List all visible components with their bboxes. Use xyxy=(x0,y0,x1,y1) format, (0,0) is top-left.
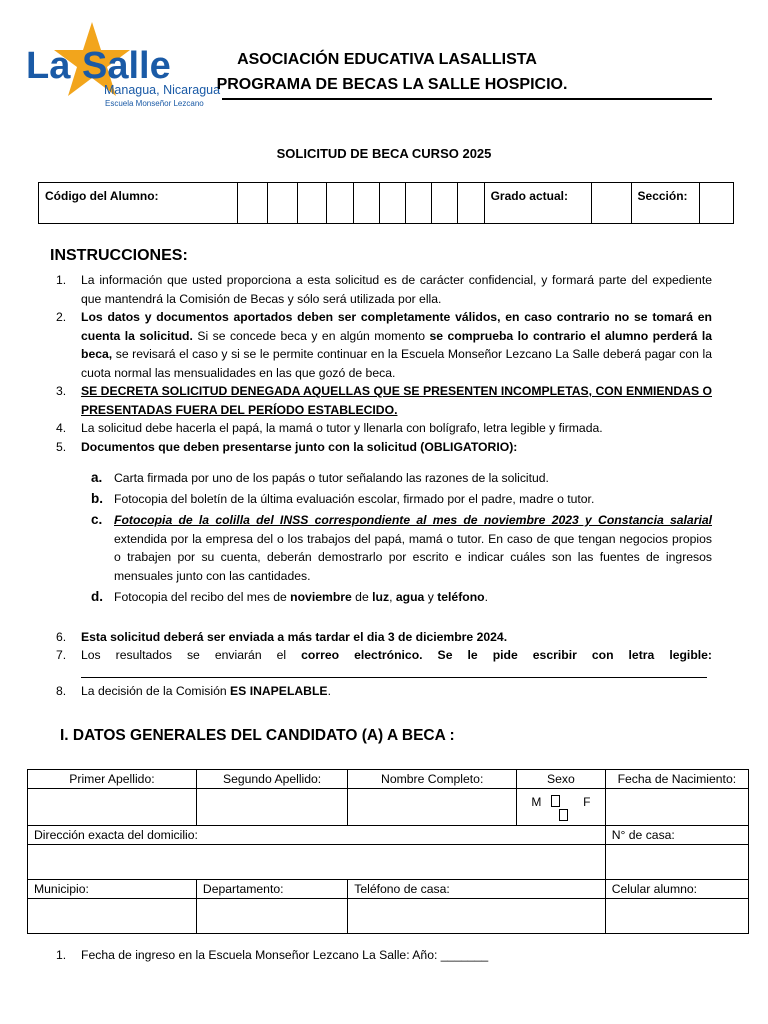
code-digit-box[interactable] xyxy=(327,183,353,224)
la-salle-logo xyxy=(26,22,226,110)
form-title: SOLICITUD DE BECA CURSO 2025 xyxy=(276,146,492,161)
direccion-field[interactable] xyxy=(28,845,606,880)
checkbox-icon[interactable] xyxy=(551,795,560,807)
header-primer-apellido: Primer Apellido: xyxy=(28,770,197,789)
section-general-data-title: I. DATOS GENERALES DEL CANDIDATO (A) A BECA : xyxy=(60,727,455,744)
code-digit-box[interactable] xyxy=(406,183,432,224)
instruction-item: 3. SE DECRETA SOLICITUD DENEGADA AQUELLAS QUE SE PRESENTEN INCOMPLETAS, CON ENMIENDAS O PRESENTADAS FUERA DEL PERÍODO ESTABLECIDO. xyxy=(56,384,712,417)
code-digit-box[interactable] xyxy=(237,183,267,224)
svg-text:Escuela Monseñor Lezcano: Escuela Monseñor Lezcano xyxy=(105,99,204,108)
instruction-item: 1. La información que usted proporciona a esta solicitud es de carácter confidencial, y formará parte del expediente que mantendrá la Comisión de Becas y sólo será utilizada por ella. xyxy=(56,273,712,306)
svg-text:Managua, Nicaragua: Managua, Nicaragua xyxy=(104,83,221,97)
instruction-item: 5. Documentos que deben presentarse junto con la solicitud (OBLIGATORIO): xyxy=(56,439,518,454)
email-line-item xyxy=(56,665,712,678)
celular-label: Celular alumno: xyxy=(605,880,748,899)
num-casa-label: N° de casa: xyxy=(605,826,748,845)
sexo-option-m: M xyxy=(531,795,542,809)
telefono-label: Teléfono de casa: xyxy=(348,880,605,899)
svg-text:La: La xyxy=(26,45,71,87)
document-sub-item: d. Fotocopia del recibo del mes de noviembre de luz, agua y teléfono. xyxy=(91,589,488,604)
municipio-field[interactable] xyxy=(28,899,197,934)
seccion-label: Sección: xyxy=(631,183,700,224)
departamento-label: Departamento: xyxy=(196,880,347,899)
telefono-field[interactable] xyxy=(348,899,605,934)
segundo-apellido-field[interactable] xyxy=(196,789,347,826)
header-rule xyxy=(222,98,712,100)
header-sexo: Sexo xyxy=(517,770,606,789)
sexo-field xyxy=(517,789,606,826)
instruction-item: 6. Esta solicitud deberá ser enviada a más tardar el dia 3 de diciembre 2024. xyxy=(56,629,508,644)
municipio-label: Municipio: xyxy=(28,880,197,899)
association-title: ASOCIACIÓN EDUCATIVA LASALLISTA xyxy=(237,51,537,68)
header-segundo-apellido: Segundo Apellido: xyxy=(196,770,347,789)
header-fecha-nacimiento: Fecha de Nacimiento: xyxy=(605,770,748,789)
code-digit-box[interactable] xyxy=(458,183,484,224)
instruction-item: 7. Los resultados se enviarán el correo electrónico. Se le pide escribir con letra legible: xyxy=(56,648,712,662)
fecha-ingreso-item: 1. Fecha de ingreso en la Escuela Monseñor Lezcano La Salle: Año: _______ xyxy=(56,948,489,962)
checkbox-icon[interactable] xyxy=(559,809,568,821)
instructions-title: INSTRUCCIONES: xyxy=(50,247,188,264)
sexo-option-f: F xyxy=(583,795,591,809)
primer-apellido-field[interactable] xyxy=(28,789,197,826)
code-digit-box[interactable] xyxy=(353,183,379,224)
seccion-field[interactable] xyxy=(700,183,734,224)
num-casa-field[interactable] xyxy=(605,845,748,880)
direccion-label: Dirección exacta del domicilio: xyxy=(28,826,606,845)
code-digit-box[interactable] xyxy=(267,183,297,224)
departamento-field[interactable] xyxy=(196,899,347,934)
svg-text:Salle: Salle xyxy=(82,45,171,87)
program-title: PROGRAMA DE BECAS LA SALLE HOSPICIO. xyxy=(216,76,568,93)
grado-field[interactable] xyxy=(592,183,631,224)
celular-field[interactable] xyxy=(605,899,748,934)
email-write-line[interactable] xyxy=(81,665,707,678)
fecha-nacimiento-field[interactable] xyxy=(605,789,748,826)
grado-label: Grado actual: xyxy=(484,183,592,224)
instruction-item: 4. La solicitud debe hacerla el papá, la mamá o tutor y llenarla con bolígrafo, letra legible y firmada. xyxy=(56,421,603,435)
candidate-data-table xyxy=(27,769,749,934)
document-sub-item: c. Fotocopia de la colilla del INSS correspondiente al mes de noviembre 2023 y Constancia salarial extendida por la empresa del o los trabajos del papá, mamá o tutor. En caso de que tengan negocios propios o trabajen por su cuenta, deberán demostrarlo por escrito e indicar cuáles son las fuentes de ingresos mensuales junto con las cantidades. xyxy=(91,512,712,583)
instruction-item: 8. La decisión de la Comisión ES INAPELABLE. xyxy=(56,683,331,698)
document-sub-item: b. Fotocopia del boletín de la última evaluación escolar, firmado por el padre, madre o tutor. xyxy=(91,490,595,506)
student-code-table xyxy=(38,182,734,224)
code-digit-box[interactable] xyxy=(297,183,327,224)
logo-graphic xyxy=(26,22,226,110)
codigo-label: Código del Alumno: xyxy=(39,183,238,224)
instruction-item: 2. Los datos y documentos aportados deben ser completamente válidos, en caso contrario no se tomará en cuenta la solicitud. Si se concede beca y en algún momento se comprueba lo contrario el alumno perderá la beca, se revisará el caso y si se le permite continuar en la Escuela Monseñor Lezcano La Salle deberá pagar con la cuota normal las mensualidades en las que gozó de beca. xyxy=(56,310,712,380)
code-digit-box[interactable] xyxy=(379,183,405,224)
document-sub-item: a. Carta firmada por uno de los papás o tutor señalando las razones de la solicitud. xyxy=(91,470,549,485)
nombre-completo-field[interactable] xyxy=(348,789,517,826)
header-nombre-completo: Nombre Completo: xyxy=(348,770,517,789)
code-digit-box[interactable] xyxy=(432,183,458,224)
instructions-list xyxy=(56,271,712,700)
